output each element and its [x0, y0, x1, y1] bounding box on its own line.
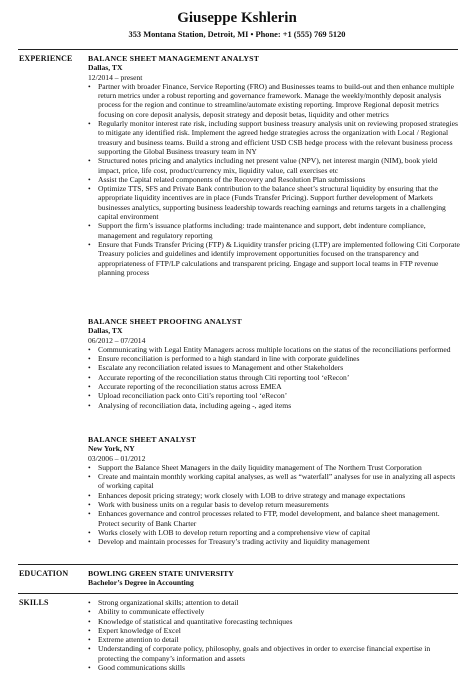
divider-experience [18, 49, 458, 50]
job-location: Dallas, TX [88, 63, 123, 73]
list-item: • Enhances governance and control processes related to FTP, model development, and balance sheet management. Protect security of Bank Charter [88, 509, 460, 528]
list-item: • Analysing of reconciliation data, including ageing -, aged items [88, 401, 460, 410]
job-entry [88, 54, 460, 277]
list-item: • Regularly monitor interest rate risk, including support business treasury analysis unit on reviewing proposed strategies to mitigate any identified risk. Implement the agreed hedge strategies across the organization with Local / Regional treasury and business teams. Build a strong and efficient USD CSB hedge process with the relevant business process supporting the Global Business treasury team in NY [88, 119, 460, 156]
job-dates: 06/2012 – 07/2014 [88, 335, 146, 345]
job-location: Dallas, TX [88, 326, 123, 336]
list-item: • Partner with broader Finance, Service Reporting (FRO) and Businesses teams to build-out and then enhance multiple return metrics under a robust reporting and governance framework. Manage the weekly/monthly deposit analysis process for the region and continue to streamline/automate existing reporting. Improve Regional deposit metrics focusing on core deposit analysis, deposit strategy and deposit betas, liquidity and other metrics [88, 82, 460, 119]
candidate-name: Giuseppe Kshlerin [177, 10, 297, 26]
list-item: • Strong organizational skills; attention to detail [88, 598, 460, 607]
list-item: • Ensure reconciliation is performed to a high standard in line with corporate guidelines [88, 354, 460, 363]
degree: Bachelor’s Degree in Accounting [88, 578, 194, 588]
list-item: • Enhances deposit pricing strategy; work closely with LOB to drive strategy and manage expectations [88, 491, 460, 500]
job-entry [88, 435, 460, 547]
list-item: • Communicating with Legal Entity Managers across multiple locations on the status of the reconciliations performed [88, 345, 460, 354]
divider-education [18, 564, 458, 565]
school-name: BOWLING GREEN STATE UNIVERSITY [88, 569, 234, 578]
list-item: • Ability to communicate effectively [88, 607, 460, 616]
list-item: • Optimize TTS, SFS and Private Bank contribution to the balance sheet’s structural liquidity by ensuring that the appropriate liquidity incentives are in place (Funds Transfer Pricing). Support further development of Markets businesses analytics, supporting business leadership towards reaching earnings and returns targets in a challenging capital environment [88, 184, 460, 221]
list-item: • Ensure that Funds Transfer Pricing (FTP) & Liquidity transfer pricing (LTP) are implemented following Citi Corporate Treasury policies and guidelines and identify improvement opportunities focused on the transparency and appropriateness of FTP/LP calculations and transparent pricing. Engage and support local teams in FTP revenue planning process [88, 240, 460, 277]
section-label-experience: EXPERIENCE [19, 54, 73, 63]
job-title: BALANCE SHEET PROOFING ANALYST [88, 317, 242, 326]
list-item: • Structured notes pricing and analytics including net present value (NPV), net interest margin (NIM), book yield impact, price, life cost, product/currency mix, liquidity value, call exercises etc [88, 156, 460, 175]
job-entry [88, 317, 460, 410]
list-item: • Knowledge of statistical and quantitative forecasting techniques [88, 617, 460, 626]
list-item: • Understanding of corporate policy, philosophy, goals and objectives in order to exercise financial expertise in protecting the company’s information and assets [88, 644, 460, 663]
list-item: • Accurate reporting of the reconciliation status through Citi reporting tool ‘eRecon’ [88, 373, 460, 382]
list-item: • Upload reconciliation pack onto Citi’s reporting tool ‘eRecon’ [88, 391, 460, 400]
job-location: New York, NY [88, 444, 135, 454]
list-item: • Good communications skills [88, 663, 460, 672]
job-bullets [88, 345, 460, 410]
list-item: • Develop and maintain processes for Treasury’s trading activity and liquidity management [88, 537, 460, 546]
job-dates: 03/2006 – 01/2012 [88, 453, 146, 463]
job-bullets [88, 82, 460, 277]
section-label-education: EDUCATION [19, 569, 69, 578]
contact-line: 353 Montana Station, Detroit, MI • Phone: +1 (555) 769 5120 [128, 30, 346, 39]
list-item: • Expert knowledge of Excel [88, 626, 460, 635]
job-dates: 12/2014 – present [88, 72, 143, 82]
skills-list-container [88, 598, 460, 672]
list-item: • Support the Balance Sheet Managers in the daily liquidity management of The Northern Trust Corporation [88, 463, 460, 472]
education-entry [88, 569, 460, 588]
job-bullets [88, 463, 460, 547]
section-label-skills: SKILLS [19, 598, 49, 607]
list-item: • Assist the Capital related components of the Recovery and Resolution Plan submissions [88, 175, 460, 184]
list-item: • Extreme attention to detail [88, 635, 460, 644]
job-title: BALANCE SHEET ANALYST [88, 435, 197, 444]
list-item: • Escalate any reconciliation related issues to Management and other Stakeholders [88, 363, 460, 372]
skills-list [88, 598, 460, 672]
job-title: BALANCE SHEET MANAGEMENT ANALYST [88, 54, 260, 63]
list-item: • Support the firm’s issuance platforms including: trade maintenance and support, debt indenture compliance, management and regulatory reporting [88, 221, 460, 240]
divider-skills [18, 593, 458, 594]
list-item: • Accurate reporting of the reconciliation status across EMEA [88, 382, 460, 391]
list-item: • Works closely with LOB to develop return reporting and a comprehensive view of capital [88, 528, 460, 537]
list-item: • Create and maintain monthly working capital analyses, as well as “waterfall” analyses for use in analyzing all aspects of working capital [88, 472, 460, 491]
list-item: • Work with business units on a regular basis to develop return measurements [88, 500, 460, 509]
resume-header [0, 10, 474, 40]
